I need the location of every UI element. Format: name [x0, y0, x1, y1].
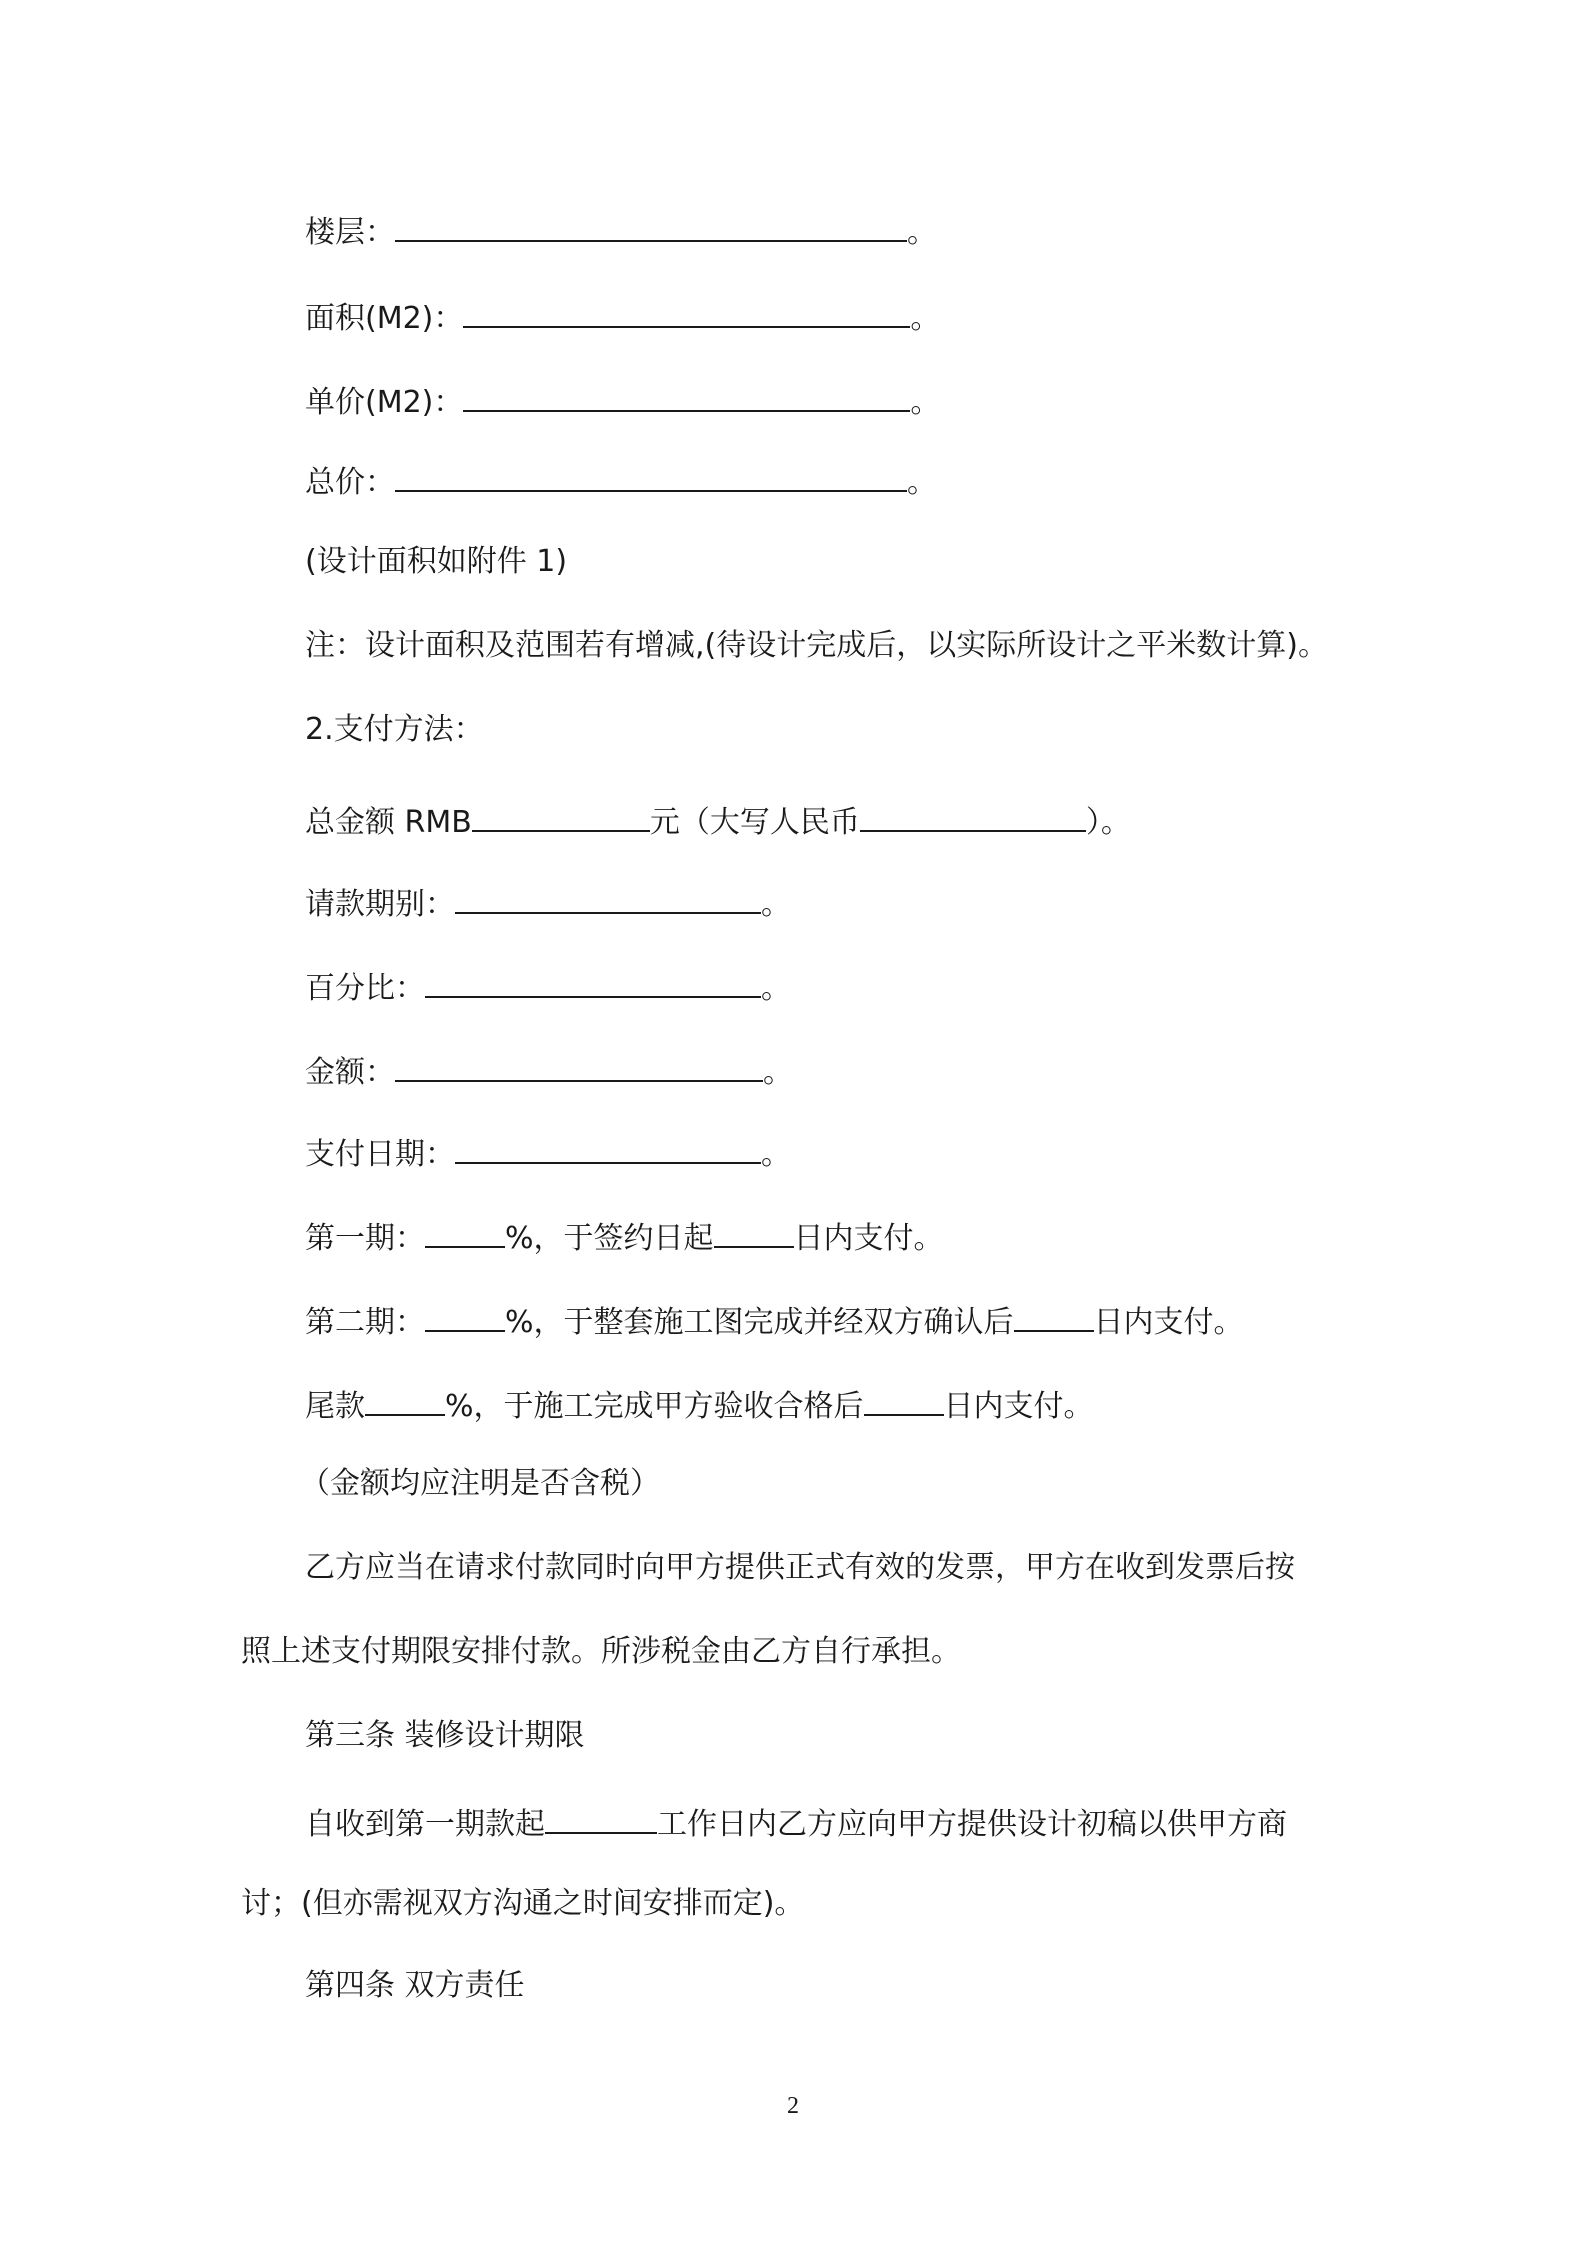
- total-price-end: 。: [907, 465, 937, 500]
- phase1-label: 第一期：: [305, 1221, 425, 1256]
- phase2-line: [305, 1296, 1244, 1345]
- area-attachment-note: (设计面积如附件 1): [305, 544, 568, 579]
- final-condition: %，于施工完成甲方验收合格后: [445, 1389, 864, 1424]
- unit-price-line: [305, 376, 940, 425]
- unit-price-end: 。: [910, 385, 941, 420]
- area-label: 面积(M2)：: [305, 301, 464, 336]
- total-amount-middle: 元（大写人民币: [649, 805, 860, 840]
- final-payment-line: [305, 1380, 1094, 1429]
- unit-price-label: 单价(M2)：: [305, 385, 464, 420]
- phase1-end: 日内支付。: [793, 1221, 944, 1256]
- payment-method-heading: 2.支付方法：: [305, 712, 484, 747]
- percentage-label: 百分比：: [305, 971, 425, 1006]
- percentage-blank[interactable]: [425, 962, 761, 998]
- invoice-paragraph-line2: 照上述支付期限安排付款。所涉税金由乙方自行承担。: [241, 1634, 961, 1669]
- request-period-line: [305, 878, 791, 927]
- design-period-line1: [305, 1798, 1287, 1847]
- tax-note: （金额均应注明是否含税）: [300, 1466, 660, 1501]
- pay-date-line: [305, 1128, 791, 1177]
- amount-uppercase-blank[interactable]: [860, 796, 1086, 832]
- design-period-prefix: 自收到第一期款起: [305, 1807, 545, 1842]
- phase1-days-blank[interactable]: [714, 1212, 794, 1248]
- phase1-condition: %，于签约日起: [505, 1221, 714, 1256]
- phase2-condition: %，于整套施工图完成并经双方确认后: [505, 1305, 1014, 1340]
- amount-label: 金额：: [305, 1055, 395, 1090]
- percentage-end: 。: [761, 971, 791, 1006]
- phase2-percent-blank[interactable]: [425, 1296, 505, 1332]
- request-period-end: 。: [761, 887, 791, 922]
- pay-date-label: 支付日期：: [305, 1137, 455, 1172]
- phase2-end: 日内支付。: [1093, 1305, 1244, 1340]
- amount-line: [305, 1046, 793, 1095]
- final-end: 日内支付。: [943, 1389, 1094, 1424]
- phase2-days-blank[interactable]: [1014, 1296, 1094, 1332]
- article4-heading: 第四条 双方责任: [305, 1968, 525, 2003]
- design-days-blank[interactable]: [545, 1798, 657, 1834]
- area-blank[interactable]: [463, 292, 910, 328]
- phase1-percent-blank[interactable]: [425, 1212, 505, 1248]
- total-price-label: 总价：: [305, 465, 395, 500]
- total-amount-suffix: ）。: [1085, 805, 1131, 840]
- floor-line: [305, 206, 937, 255]
- amount-end: 。: [763, 1055, 793, 1090]
- request-period-blank[interactable]: [455, 878, 761, 914]
- page-number: 2: [787, 2093, 799, 2119]
- area-change-note: 注：设计面积及范围若有增减,(待设计完成后，以实际所设计之平米数计算)。: [305, 628, 1328, 663]
- floor-label: 楼层：: [305, 215, 395, 250]
- floor-end: 。: [907, 215, 937, 250]
- final-days-blank[interactable]: [864, 1380, 944, 1416]
- area-line: [305, 292, 940, 341]
- invoice-paragraph-line1: 乙方应当在请求付款同时向甲方提供正式有效的发票，甲方在收到发票后按: [305, 1550, 1295, 1585]
- final-label: 尾款: [305, 1389, 365, 1424]
- total-amount-line: [305, 796, 1131, 845]
- pay-date-end: 。: [761, 1137, 791, 1172]
- amount-rmb-blank[interactable]: [472, 796, 650, 832]
- floor-blank[interactable]: [395, 206, 907, 242]
- area-end: 。: [910, 301, 941, 336]
- final-percent-blank[interactable]: [365, 1380, 445, 1416]
- design-period-line2: 讨；(但亦需视双方沟通之时间安排而定)。: [241, 1886, 805, 1921]
- article3-heading: 第三条 装修设计期限: [305, 1718, 585, 1753]
- total-amount-prefix: 总金额 RMB: [305, 805, 472, 840]
- unit-price-blank[interactable]: [463, 376, 910, 412]
- request-period-label: 请款期别：: [305, 887, 455, 922]
- total-price-blank[interactable]: [395, 456, 907, 492]
- phase2-label: 第二期：: [305, 1305, 425, 1340]
- phase1-line: [305, 1212, 944, 1261]
- pay-date-blank[interactable]: [455, 1128, 761, 1164]
- design-period-suffix: 工作日内乙方应向甲方提供设计初稿以供甲方商: [657, 1807, 1287, 1842]
- total-price-line: [305, 456, 937, 505]
- percentage-line: [305, 962, 791, 1011]
- amount-blank[interactable]: [395, 1046, 763, 1082]
